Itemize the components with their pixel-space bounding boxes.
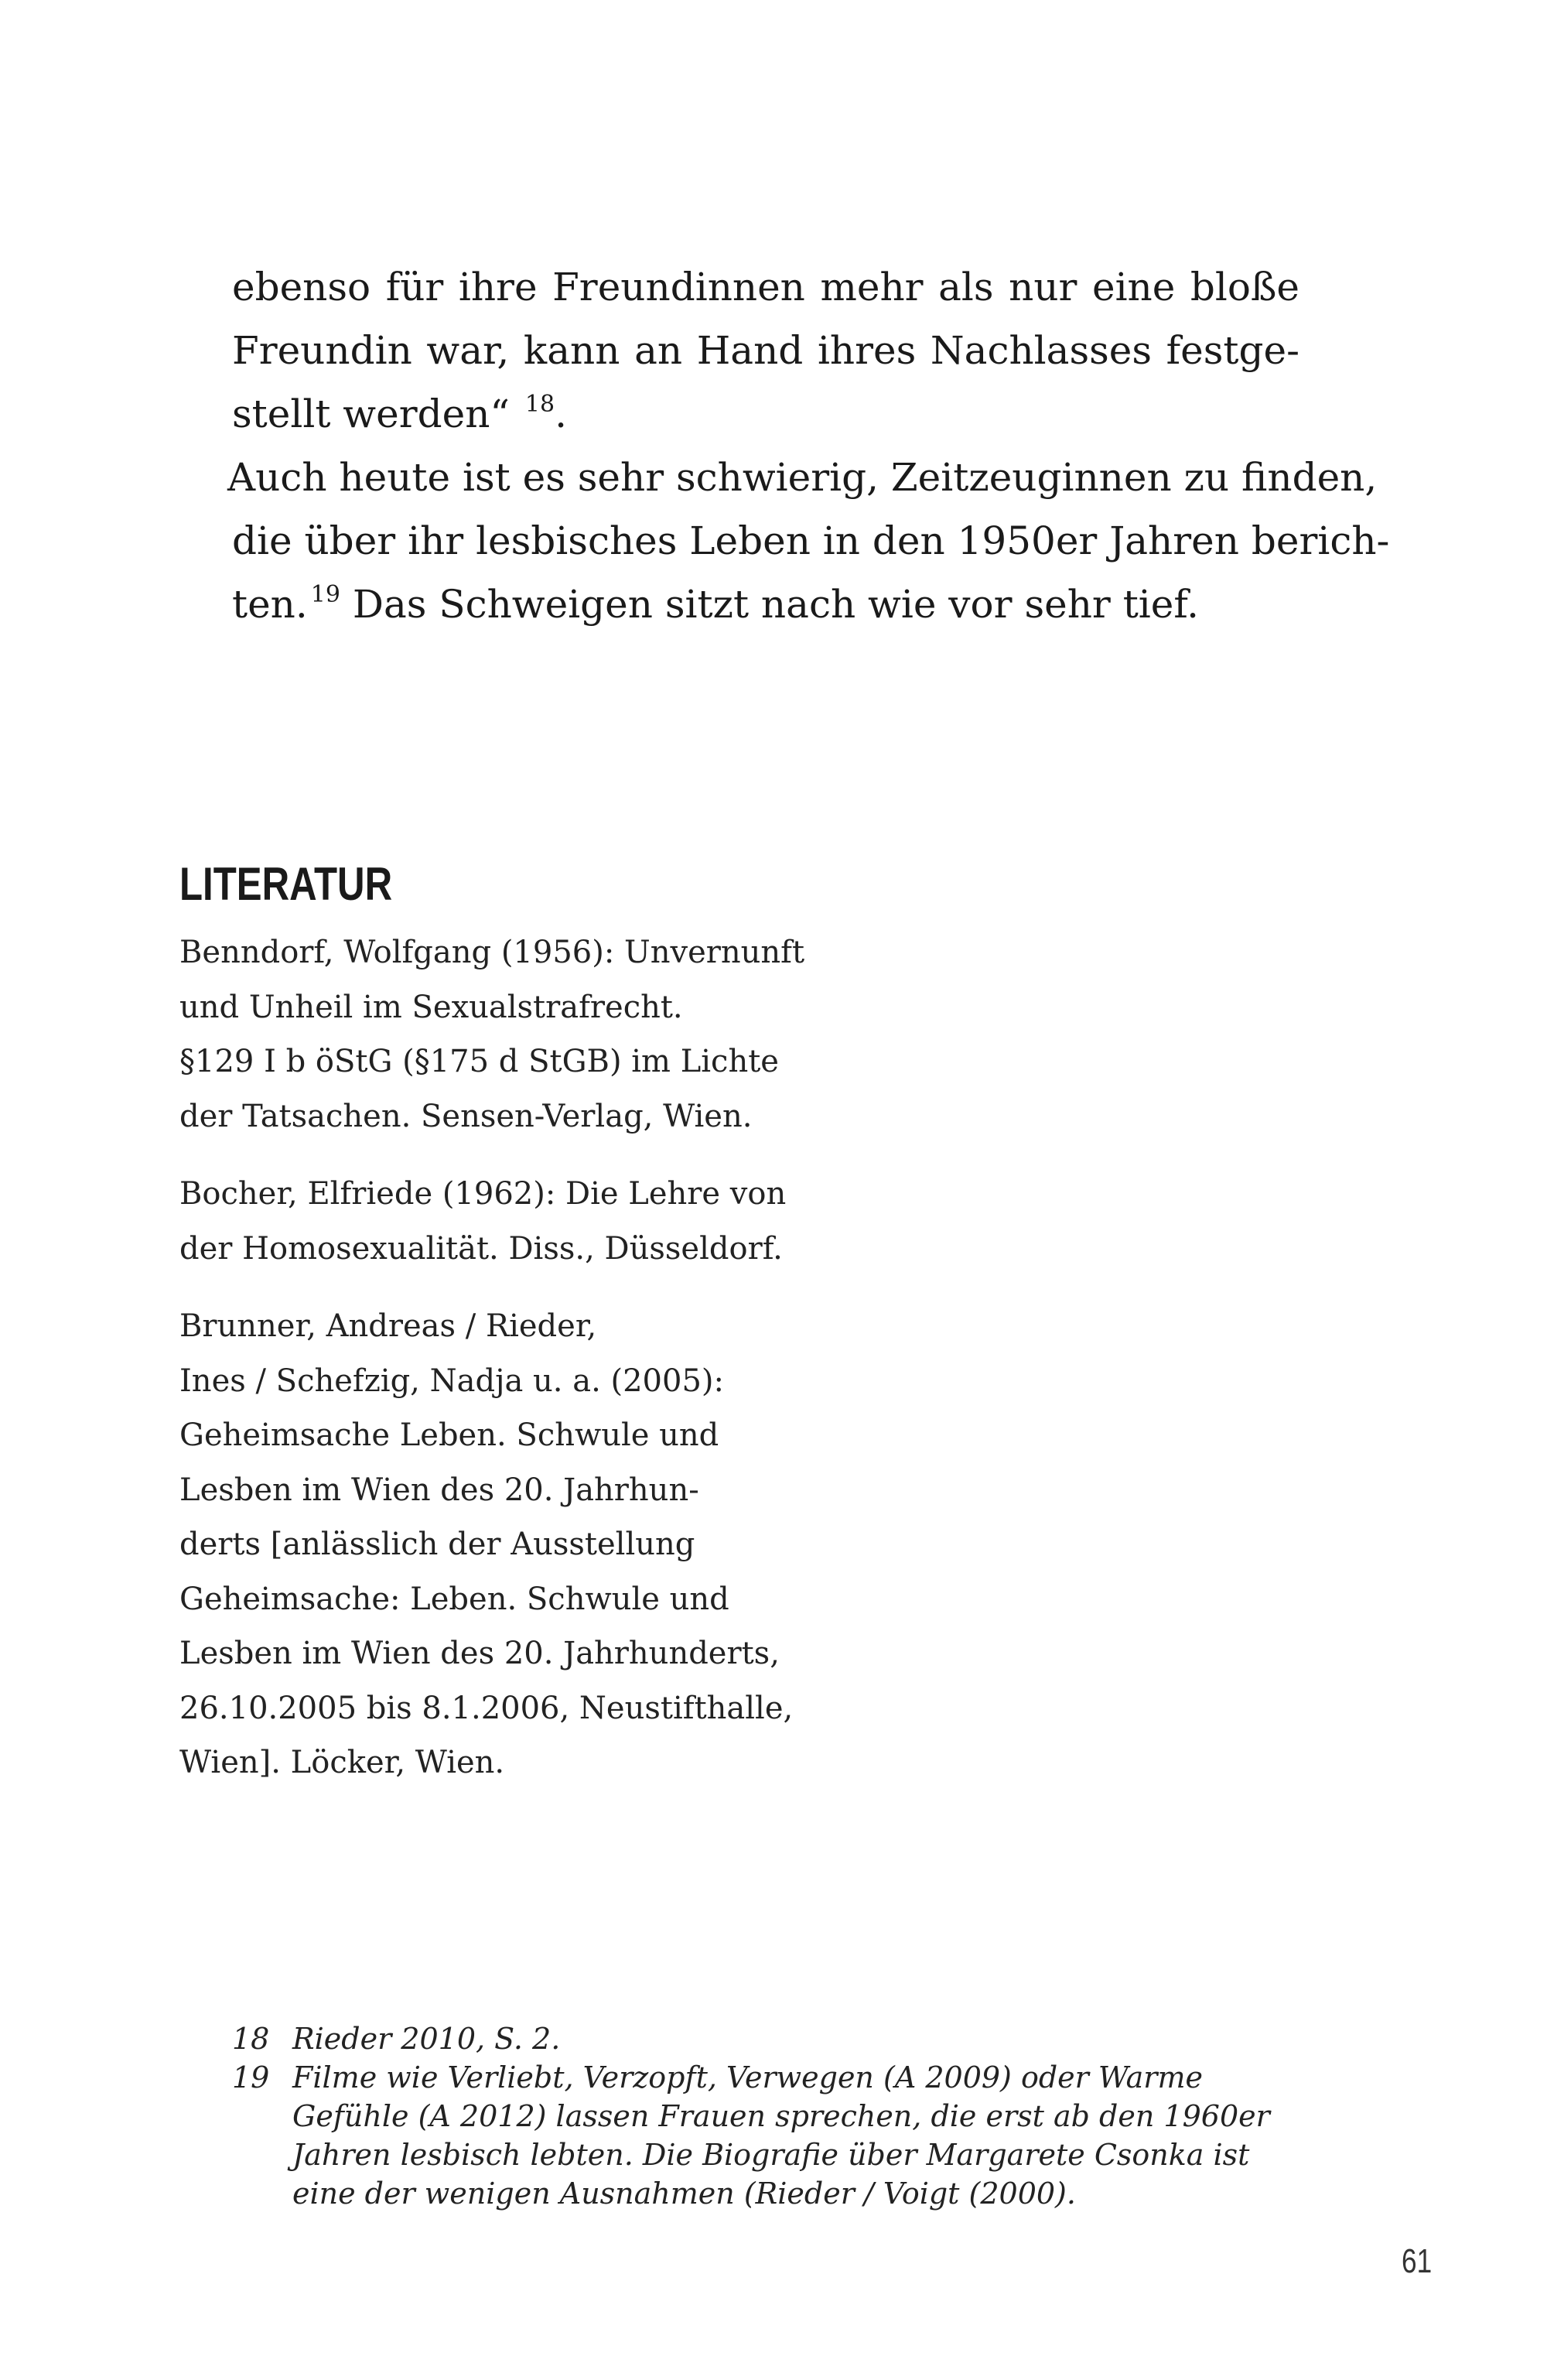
- body-line: die über ihr lesbisches Leben in den 1950er Jahren berich-: [232, 518, 1390, 563]
- footnote-reference-18[interactable]: 18: [524, 391, 555, 418]
- footnote-text: [292, 2058, 1270, 2213]
- footnote-number: 19: [232, 2060, 270, 2094]
- literature-entry: [179, 1299, 845, 1790]
- literature-line: und Unheil im Sexualstrafrecht.: [179, 989, 683, 1025]
- literature-line: Benndorf, Wolfgang (1956): Unvernunft: [179, 935, 805, 970]
- body-line: ebenso für ihre Freundinnen mehr als nur eine bloße: [232, 265, 1299, 309]
- body-line-text: ten.: [232, 582, 308, 627]
- footnotes: [232, 2019, 1315, 2213]
- body-line: [232, 382, 1299, 446]
- footnote-number: 18: [232, 2022, 270, 2056]
- literature-line: 26.10.2005 bis 8.1.2006, Neustifthalle,: [179, 1690, 794, 1726]
- footnote-line: Filme wie Verliebt, Verzopft, Verwegen (A 2009) oder Warme: [292, 2060, 1203, 2094]
- footnote-text: [292, 2019, 560, 2058]
- footnote-reference-19[interactable]: 19: [310, 581, 340, 608]
- body-paragraph: [227, 255, 1390, 636]
- literature-entry: [179, 1167, 845, 1276]
- body-line: [232, 573, 1299, 636]
- literature-line: Lesben im Wien des 20. Jahrhun-: [179, 1472, 699, 1508]
- literature-heading: LITERATUR: [179, 858, 393, 910]
- footnote-line: eine der wenigen Ausnahmen (Rieder / Voigt (2000).: [292, 2177, 1076, 2211]
- literature-line: Lesben im Wien des 20. Jahrhunderts,: [179, 1636, 780, 1671]
- page-number: 61: [1402, 2242, 1433, 2280]
- literature-line: der Homosexualität. Diss., Düsseldorf.: [179, 1230, 783, 1267]
- literature-line: derts [anlässlich der Ausstellung: [179, 1527, 695, 1562]
- body-line-text: stellt werden“: [232, 392, 510, 436]
- footnote-line: Gefühle (A 2012) lassen Frauen sprechen, die erst ab den 1960er: [292, 2099, 1270, 2133]
- literature-line: §129 I b öStG (§175 d StGB) im Lichte: [179, 1044, 779, 1079]
- literature-list: [179, 925, 845, 1814]
- footnote-18: [232, 2019, 1315, 2058]
- literature-line: Brunner, Andreas / Rieder,: [179, 1308, 597, 1344]
- footnote-19: [232, 2058, 1315, 2213]
- body-line: Freundin war, kann an Hand ihres Nachlasses festge-: [232, 328, 1299, 373]
- footnote-line: Jahren lesbisch lebten. Die Biografie über Margarete Csonka ist: [292, 2138, 1250, 2172]
- literature-line: der Tatsachen. Sensen-Verlag, Wien.: [179, 1098, 753, 1134]
- literature-line: Geheimsache: Leben. Schwule und: [179, 1581, 729, 1617]
- footnote-line: Rieder 2010, S. 2.: [292, 2022, 561, 2056]
- sentence-period: .: [555, 392, 567, 436]
- literature-line: Geheimsache Leben. Schwule und: [179, 1417, 719, 1453]
- body-line-text: Das Schweigen sitzt nach wie vor sehr tief.: [352, 582, 1199, 627]
- literature-entry: [179, 925, 845, 1144]
- literature-line: Bocher, Elfriede (1962): Die Lehre von: [179, 1176, 787, 1212]
- body-line: Auch heute ist es sehr schwierig, Zeitzeuginnen zu finden,: [227, 455, 1378, 500]
- literature-line: Wien]. Löcker, Wien.: [179, 1745, 505, 1780]
- literature-line: Ines / Schefzig, Nadja u. a. (2005):: [179, 1363, 724, 1399]
